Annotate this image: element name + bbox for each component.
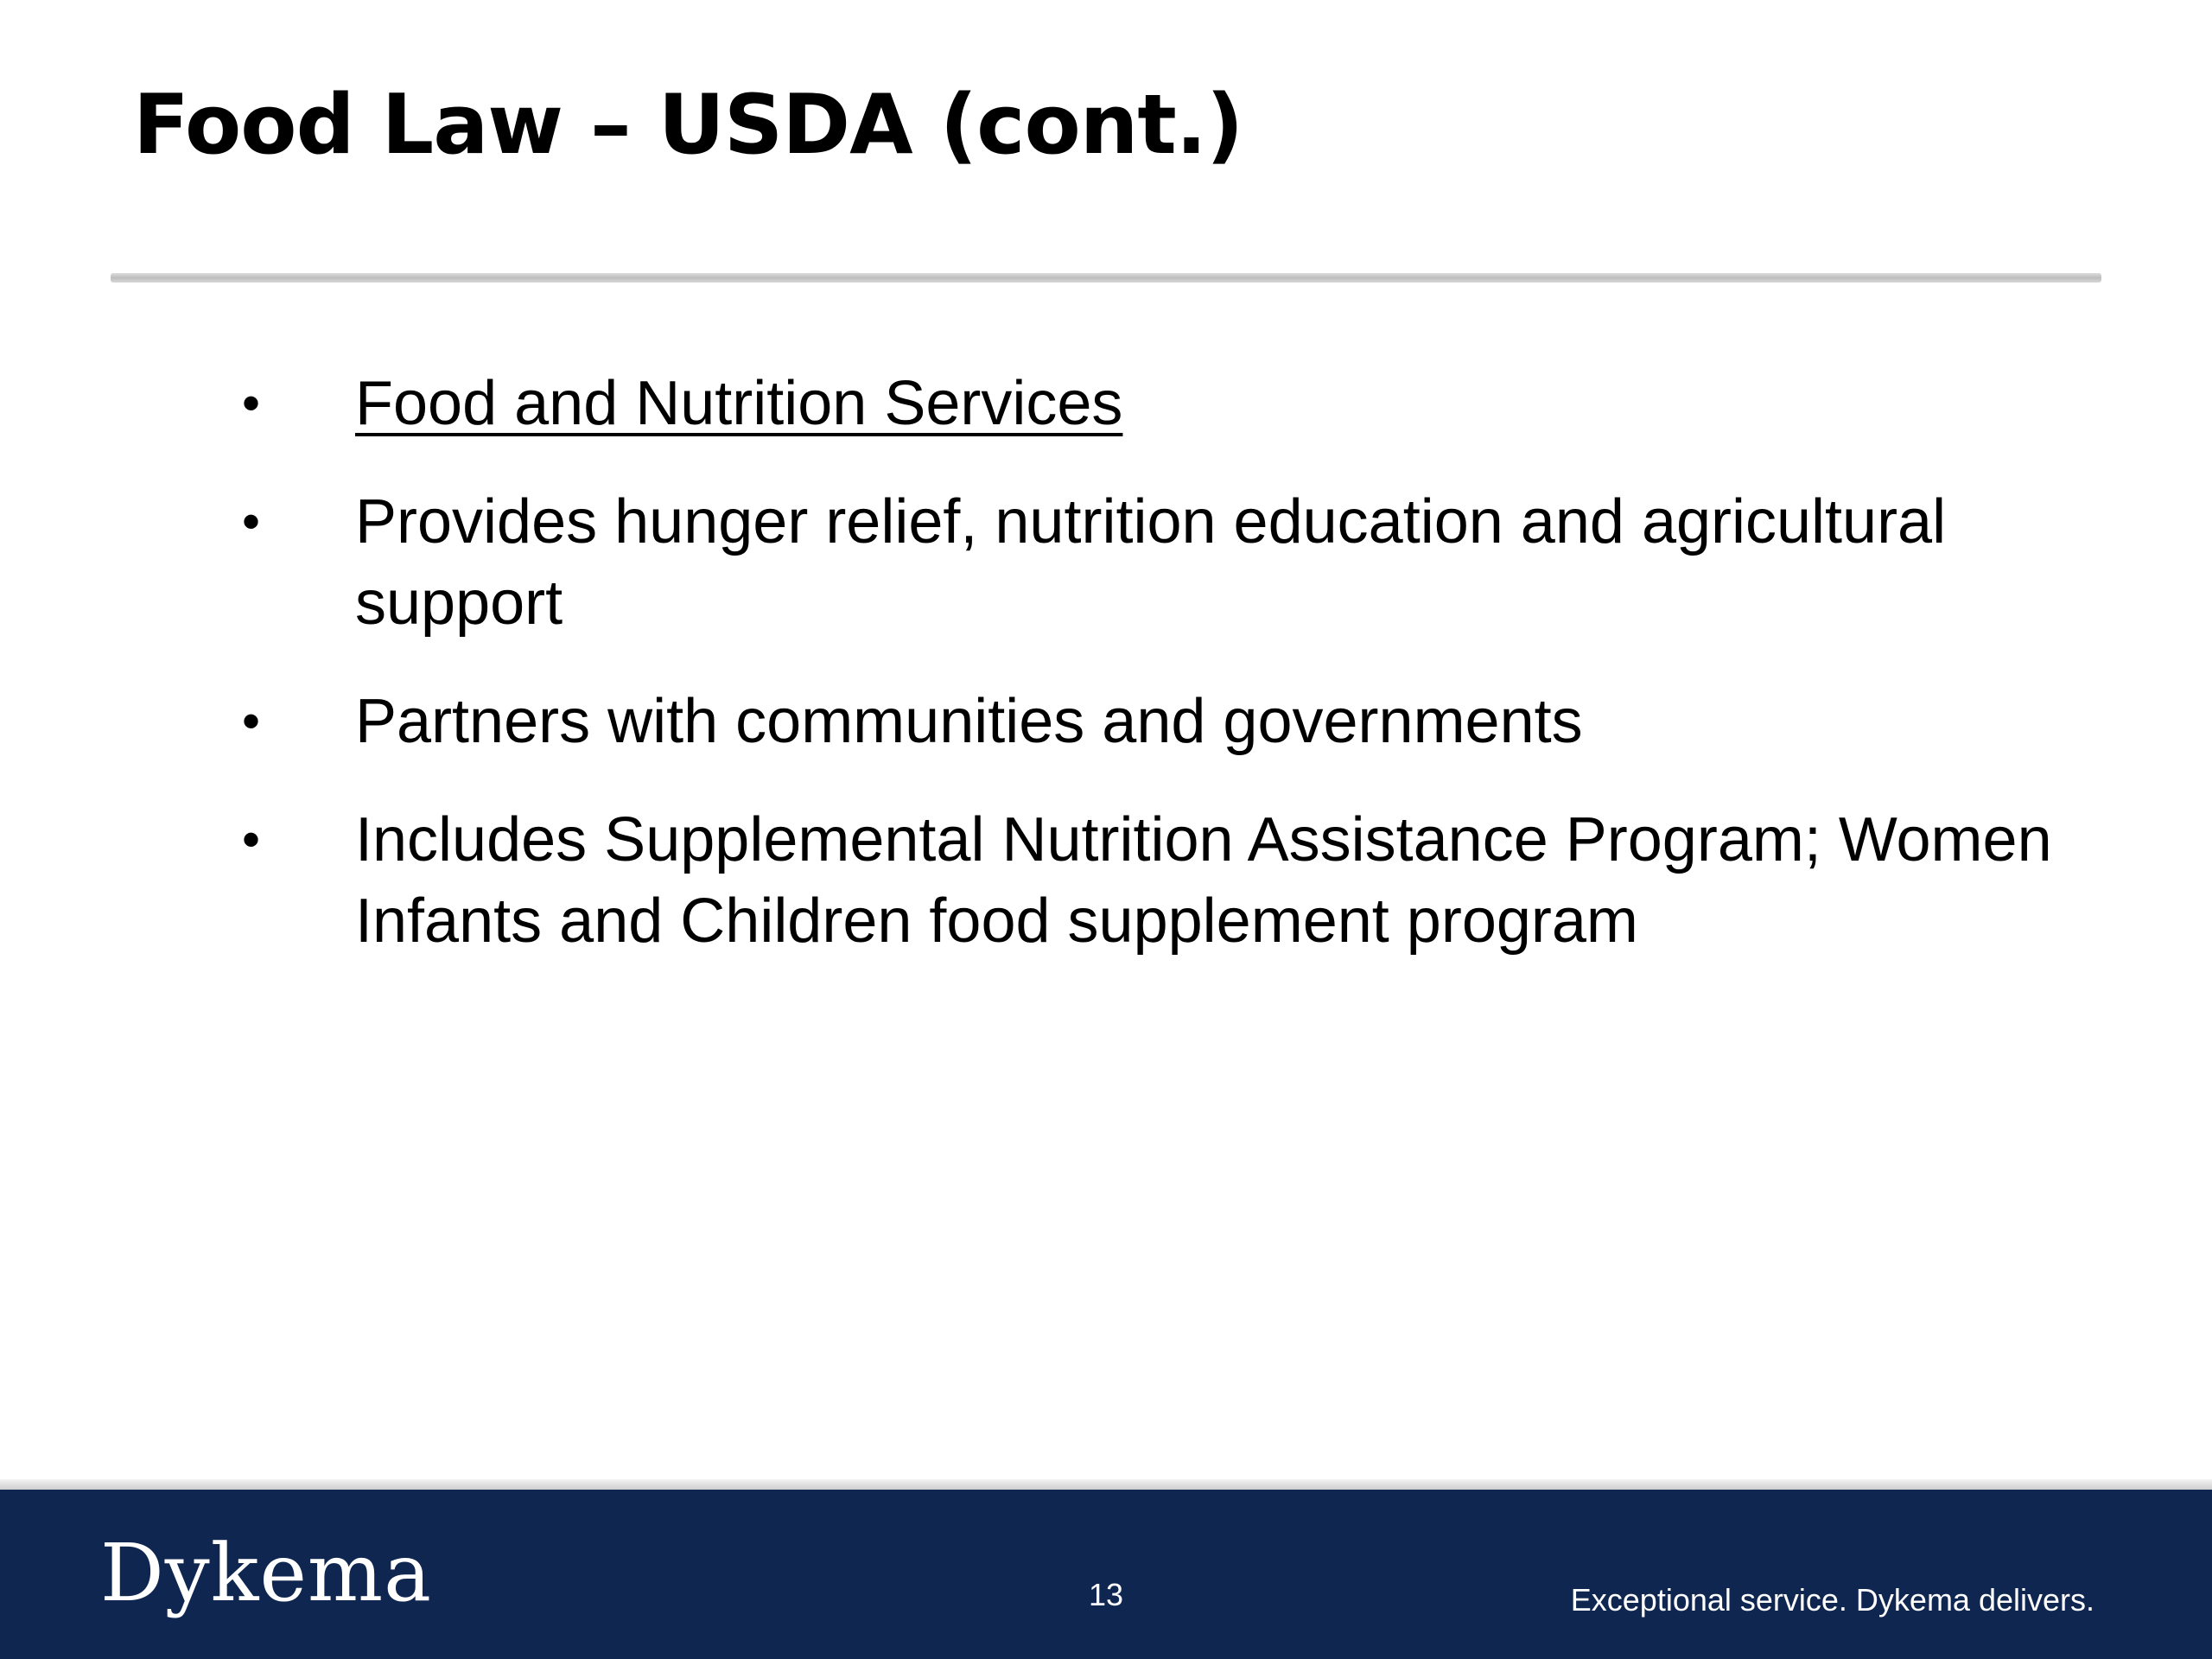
bullet-item-food-nutrition-services [242, 363, 2126, 444]
bullet-dot-icon: • [242, 493, 261, 550]
bullet-dot-icon: • [242, 692, 261, 750]
bullet-text: Partners with communities and governments [355, 687, 1583, 756]
footer-bar [0, 1490, 2212, 1659]
dykema-logo: Dykema [100, 1527, 433, 1619]
bullet-list [242, 363, 2126, 999]
title-divider [111, 273, 2101, 283]
bullet-item-hunger-relief [242, 481, 2126, 644]
slide-title: Food Law – USDA (cont.) [133, 78, 1243, 173]
bullet-text: Includes Supplemental Nutrition Assistance Program; Women Infants and Children food supplement program [355, 805, 2052, 956]
bullet-text: Food and Nutrition Services [355, 369, 1123, 438]
bullet-item-partners [242, 681, 2126, 762]
bullet-text: Provides hunger relief, nutrition education and agricultural support [355, 487, 1947, 638]
bullet-dot-icon: • [242, 810, 261, 868]
page-number: 13 [1088, 1577, 1124, 1612]
bullet-item-programs [242, 799, 2126, 962]
footer-divider [0, 1479, 2212, 1490]
bullet-dot-icon: • [242, 374, 261, 432]
footer-tagline: Exceptional service. Dykema delivers. [1570, 1582, 2094, 1618]
